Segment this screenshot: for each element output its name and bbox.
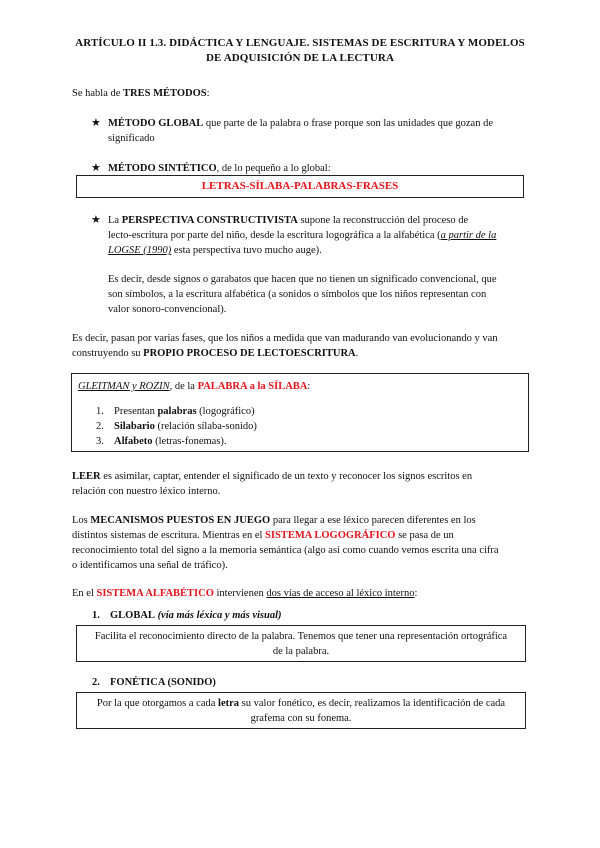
es-decir-1-line-2: son símbolos, a la escritura alfabética (a sonidos o símbolos que los niños representan con	[108, 289, 487, 300]
leer-label: LEER	[72, 471, 101, 482]
method-global-text-2: significado	[108, 133, 155, 144]
constructivista-text-2: lecto-escritura por parte del niño, desde la escritura logográfica a la alfabética (	[108, 230, 441, 241]
method-global-label: MÉTODO GLOBAL	[108, 118, 204, 129]
global-box	[76, 625, 526, 662]
alfabetico-paragraph: En el SISTEMA ALFABÉTICO intervienen dos vías de acceso al léxico interno:	[72, 588, 418, 599]
logse-reference: LOGSE (1990)	[108, 245, 172, 256]
list-item: 3. Alfabeto (letras-fonemas).	[96, 436, 227, 447]
method-sintetico-paragraph	[108, 161, 331, 176]
leer-line-1: es asimilar, captar, entender el significado de un texto y reconocer los signos escritos en	[100, 471, 473, 482]
fonetica-box	[76, 692, 526, 729]
leer-paragraph	[72, 469, 542, 499]
es-decir-2-period: .	[355, 348, 359, 359]
es-decir-1-line-1: Es decir, desde signos o garabatos que hacen que no tienen un significado convencional, que	[108, 274, 497, 285]
title-line-1: ARTÍCULO II 1.3. DIDÁCTICA Y LENGUAJE. SISTEMAS DE ESCRITURA Y MODELOS	[75, 37, 525, 49]
star-bullet-icon: ★	[91, 117, 101, 129]
constructivista-reference: a partir de la	[440, 230, 497, 241]
letra-label: letra	[218, 698, 240, 709]
method-sintetico-text: , de lo pequeño a lo global:	[216, 163, 331, 174]
mecanismos-paragraph: Los MECANISMOS PUESTOS EN JUEGO para llegar a ese léxico parecen diferentes en los distintos sistemas de escritura. Mientras en el SISTEMA LOGOGRÁFICO se pasa de un reconocimiento total del signo a la memoria semántica (algo así como cuando vemos escrita una cifra o identificamos una señal de tráfico).	[72, 515, 499, 571]
sistema-alfabetico-label: SISTEMA ALFABÉTICO	[96, 588, 214, 599]
intro-bold: TRES MÉTODOS	[123, 88, 207, 99]
method-global-text: que parte de la palabra o frase porque son las unidades que gozan de	[203, 118, 494, 129]
sintetico-box	[76, 175, 524, 198]
list-item: 2. Silabario (relación sílaba-sonido)	[96, 421, 257, 432]
es-decir-2-line-2-pre: construyendo su	[72, 348, 144, 359]
es-decir-2-line-1: Es decir, pasan por varias fases, que los niños a medida que van madurando van evolucionando y van	[72, 333, 498, 344]
mecanismos-label: MECANISMOS PUESTOS EN JUEGO	[90, 515, 271, 526]
intro-colon: :	[206, 88, 210, 99]
star-bullet-icon: ★	[91, 162, 101, 174]
leer-line-2: relación con nuestro léxico interno.	[72, 486, 221, 497]
gleitman-colon: :	[307, 381, 311, 392]
fonetica-label: FONÉTICA (SONIDO)	[110, 677, 216, 688]
global-box-text: Facilita el reconocimiento directo de la palabra. Tenemos que tener una representación ortográfica de la palabra.	[94, 631, 508, 657]
title-line-2: DE ADQUISICIÓN DE LA LECTURA	[205, 52, 394, 64]
palabra-silaba-label: PALABRA a la SÍLABA	[197, 381, 308, 392]
gleitman-box	[71, 373, 529, 452]
gleitman-authors: GLEITMAN y ROZIN	[78, 381, 170, 392]
fonetica-heading: 2. FONÉTICA (SONIDO)	[92, 677, 216, 688]
fonetica-box-text: Por la que otorgamos a cada letra su valor fonético, es decir, realizamos la identificación de cada grafema con su fonema.	[96, 698, 506, 724]
constructivista-pre: La	[108, 215, 122, 226]
es-decir-paragraph-1	[108, 272, 548, 317]
gleitman-heading	[78, 379, 310, 394]
list-item: 1. Presentan palabras (logográfico)	[96, 406, 255, 417]
gleitman-list	[96, 404, 257, 449]
sintetico-sequence: LETRAS-SÍLABA-PALABRAS-FRASES	[201, 180, 399, 192]
star-bullet-icon: ★	[91, 214, 101, 226]
method-sintetico-label: MÉTODO SINTÉTICO	[108, 163, 217, 174]
intro-text: Se habla de	[72, 88, 124, 99]
method-global-paragraph	[108, 116, 538, 146]
global-subtitle: (vía más léxica y más visual)	[154, 610, 282, 621]
constructivista-text-3: esta perspectiva tuvo mucho auge).	[171, 245, 322, 256]
es-decir-paragraph-2	[72, 331, 542, 361]
sistema-logografico-label: SISTEMA LOGOGRÁFICO	[265, 530, 396, 541]
gleitman-mid: , de la	[169, 381, 198, 392]
vias-acceso-label: dos vías de acceso al léxico interno	[266, 588, 415, 599]
constructivista-label: PERSPECTIVA CONSTRUCTIVISTA	[121, 215, 298, 226]
page-title	[40, 36, 560, 66]
es-decir-1-line-3: valor sonoro-convencional).	[108, 304, 227, 315]
constructivista-text-1: supone la reconstrucción del proceso de	[297, 215, 469, 226]
lectoescritura-label: PROPIO PROCESO DE LECTOESCRITURA	[143, 348, 356, 359]
method-constructivista-paragraph	[108, 213, 538, 258]
global-label: GLOBAL	[110, 610, 155, 621]
global-heading: 1. GLOBAL (vía más léxica y más visual)	[92, 610, 282, 621]
intro-paragraph	[72, 86, 210, 101]
